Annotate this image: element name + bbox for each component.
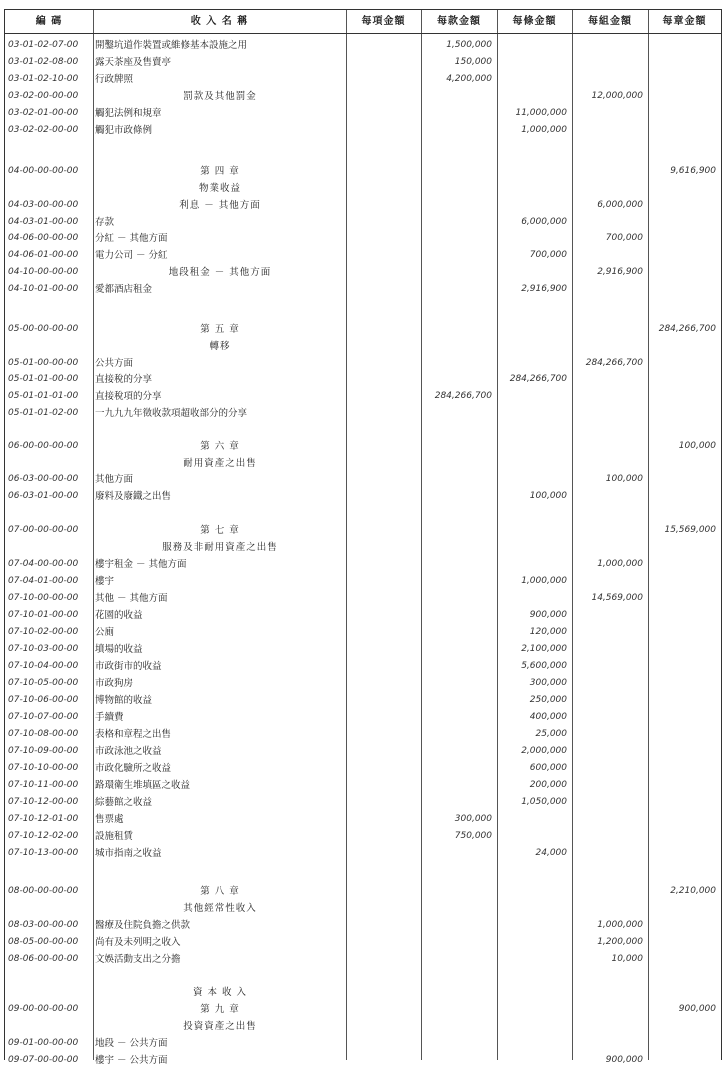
article-amount: 100,000 [529, 491, 567, 501]
group-amount: 100,000 [605, 474, 643, 484]
row-description: 分紅 － 其他方面 [95, 233, 168, 244]
article-amount: 900,000 [529, 610, 567, 620]
row-code: 07-10-09-00-00 [8, 746, 79, 756]
row-code: 03-02-00-00-00 [8, 91, 79, 101]
table-row [5, 934, 721, 951]
table-row [5, 180, 721, 197]
row-code: 05-01-00-00-00 [8, 358, 79, 368]
row-code: 07-10-13-00-00 [8, 848, 79, 858]
row-description: 公廁 [95, 627, 115, 638]
row-description: 行政牌照 [95, 74, 134, 85]
row-code: 09-01-00-00-00 [8, 1038, 79, 1048]
row-description: 電力公司 － 分紅 [95, 250, 168, 261]
table-row [5, 709, 721, 726]
row-description: 開鑿坑道作裝置或維修基本設施之用 [95, 40, 248, 51]
table-row [5, 338, 721, 355]
table-row [5, 88, 721, 105]
article-amount: 2,000,000 [521, 746, 567, 756]
row-code: 03-02-01-00-00 [8, 108, 79, 118]
row-description: 樓宇租金 － 其他方面 [95, 559, 187, 570]
chapter-amount: 284,266,700 [658, 324, 716, 334]
row-code: 03-02-02-00-00 [8, 125, 79, 135]
row-description: 利息 － 其他方面 [179, 200, 261, 211]
article-amount: 5,600,000 [521, 661, 567, 671]
table-row [5, 845, 721, 862]
row-code: 07-10-02-00-00 [8, 627, 79, 637]
table-row [5, 281, 721, 298]
table-row [5, 54, 721, 71]
section-amount: 150,000 [454, 57, 492, 67]
article-amount: 2,916,900 [521, 284, 567, 294]
row-description: 路環衛生堆填區之收益 [95, 780, 191, 791]
table-row [5, 828, 721, 845]
table-row [5, 522, 721, 539]
group-amount: 1,000,000 [597, 559, 643, 569]
table-row [5, 811, 721, 828]
table-row [5, 1052, 721, 1069]
table-row [5, 122, 721, 139]
row-description: 第 六 章 [200, 441, 240, 452]
table-row [5, 371, 721, 388]
row-description: 市政街市的收益 [95, 661, 162, 672]
row-description: 觸犯市政條例 [95, 125, 153, 136]
table-row [5, 726, 721, 743]
row-code: 07-00-00-00-00 [8, 525, 79, 535]
article-amount: 120,000 [529, 627, 567, 637]
row-description: 博物館的收益 [95, 695, 153, 706]
table-row [5, 105, 721, 122]
row-description: 地段 － 公共方面 [95, 1038, 168, 1049]
table-row [5, 214, 721, 231]
section-amount: 284,266,700 [434, 391, 492, 401]
article-amount: 24,000 [535, 848, 567, 858]
chapter-amount: 900,000 [678, 1004, 716, 1014]
table-row [5, 1001, 721, 1018]
row-code: 03-01-02-07-00 [8, 40, 79, 50]
row-description: 樓宇 － 公共方面 [95, 1055, 168, 1066]
row-code: 07-10-07-00-00 [8, 712, 79, 722]
row-code: 07-10-00-00-00 [8, 593, 79, 603]
row-code: 04-03-01-00-00 [8, 217, 79, 227]
table-row [5, 405, 721, 422]
group-amount: 1,200,000 [597, 937, 643, 947]
chapter-amount: 15,569,000 [664, 525, 716, 535]
row-code: 07-10-06-00-00 [8, 695, 79, 705]
row-code: 04-10-01-00-00 [8, 284, 79, 294]
row-description: 樓宇 [95, 576, 115, 587]
header-chapter-amount: 每章金額 [662, 16, 707, 27]
article-amount: 300,000 [529, 678, 567, 688]
section-amount: 750,000 [454, 831, 492, 841]
row-description: 其他 － 其他方面 [95, 593, 168, 604]
table-row [5, 355, 721, 372]
table-row [5, 455, 721, 472]
table-row [5, 488, 721, 505]
row-description: 設施租賃 [95, 831, 134, 842]
article-amount: 1,000,000 [521, 576, 567, 586]
table-row [5, 590, 721, 607]
article-amount: 2,100,000 [521, 644, 567, 654]
header-description: 收 入 名 稱 [190, 16, 249, 27]
row-description: 手續費 [95, 712, 124, 723]
group-amount: 12,000,000 [591, 91, 643, 101]
row-code: 07-10-05-00-00 [8, 678, 79, 688]
row-description: 愛都酒店租金 [95, 284, 153, 295]
table-row [5, 984, 721, 1001]
table-row [5, 247, 721, 264]
row-description: 地段租金 － 其他方面 [168, 267, 272, 278]
row-code: 07-10-11-00-00 [8, 780, 79, 790]
row-description: 露天茶座及售賣亭 [95, 57, 172, 68]
row-code: 04-03-00-00-00 [8, 200, 79, 210]
row-description: 轉移 [209, 341, 231, 352]
table-row [5, 951, 721, 968]
group-amount: 2,916,900 [597, 267, 643, 277]
table-row [5, 1035, 721, 1052]
table-row [5, 471, 721, 488]
table-row [5, 556, 721, 573]
article-amount: 11,000,000 [515, 108, 567, 118]
row-description: 服務及非耐用資產之出售 [162, 542, 278, 553]
row-code: 08-03-00-00-00 [8, 920, 79, 930]
table-row [5, 624, 721, 641]
table-row [5, 37, 721, 54]
article-amount: 6,000,000 [521, 217, 567, 227]
row-code: 03-01-02-10-00 [8, 74, 79, 84]
row-code: 05-01-01-00-00 [8, 374, 79, 384]
row-code: 04-00-00-00-00 [8, 166, 79, 176]
row-description: 其他方面 [95, 474, 134, 485]
table-row [5, 321, 721, 338]
row-description: 市政化驗所之收益 [95, 763, 172, 774]
row-code: 08-00-00-00-00 [8, 886, 79, 896]
table-row [5, 692, 721, 709]
row-description: 耐用資產之出售 [183, 458, 257, 469]
row-code: 07-04-01-00-00 [8, 576, 79, 586]
row-description: 表格和章程之出售 [95, 729, 172, 740]
section-amount: 1,500,000 [446, 40, 492, 50]
article-amount: 400,000 [529, 712, 567, 722]
row-description: 第 五 章 [200, 324, 240, 335]
row-description: 市政狗房 [95, 678, 134, 689]
row-code: 06-00-00-00-00 [8, 441, 79, 451]
header-code: 編 碼 [35, 16, 63, 27]
article-amount: 25,000 [535, 729, 567, 739]
table-header [5, 10, 721, 34]
table-row [5, 607, 721, 624]
table-row [5, 777, 721, 794]
row-code: 07-10-01-00-00 [8, 610, 79, 620]
group-amount: 14,569,000 [591, 593, 643, 603]
row-code: 05-00-00-00-00 [8, 324, 79, 334]
row-code: 07-10-12-00-00 [8, 797, 79, 807]
article-amount: 200,000 [529, 780, 567, 790]
table-row [5, 163, 721, 180]
group-amount: 900,000 [605, 1055, 643, 1065]
row-code: 06-03-00-00-00 [8, 474, 79, 484]
table-row [5, 760, 721, 777]
row-description: 花園的收益 [95, 610, 143, 621]
row-code: 06-03-01-00-00 [8, 491, 79, 501]
row-description: 第 四 章 [200, 166, 240, 177]
row-description: 第 九 章 [200, 1004, 240, 1015]
table-row [5, 573, 721, 590]
table-row [5, 1018, 721, 1035]
chapter-amount: 2,210,000 [670, 886, 716, 896]
row-code: 05-01-01-02-00 [8, 408, 79, 418]
row-code: 04-10-00-00-00 [8, 267, 79, 277]
table-row [5, 641, 721, 658]
revenue-table [4, 9, 722, 1066]
row-code: 07-10-12-02-00 [8, 831, 79, 841]
row-description: 文娛活動支出之分擔 [95, 954, 181, 965]
table-row [5, 230, 721, 247]
row-description: 第 八 章 [200, 886, 240, 897]
row-description: 公共方面 [95, 358, 134, 369]
row-description: 售票處 [95, 814, 124, 825]
table-row [5, 794, 721, 811]
table-row [5, 264, 721, 281]
row-code: 09-00-00-00-00 [8, 1004, 79, 1014]
row-description: 其他經常性收入 [183, 903, 257, 914]
row-description: 城市指南之收益 [95, 848, 162, 859]
row-code: 07-04-00-00-00 [8, 559, 79, 569]
row-description: 第 七 章 [200, 525, 240, 536]
row-description: 資 本 收 入 [192, 987, 248, 998]
row-description: 廢料及廢鐵之出售 [95, 491, 172, 502]
article-amount: 1,050,000 [521, 797, 567, 807]
article-amount: 250,000 [529, 695, 567, 705]
header-group-amount: 每組金額 [588, 16, 632, 27]
table-row [5, 197, 721, 214]
header-article-amount: 每條金額 [512, 16, 557, 27]
table-row [5, 917, 721, 934]
group-amount: 10,000 [611, 954, 643, 964]
row-code: 07-10-12-01-00 [8, 814, 79, 824]
row-description: 尚有及未列明之收入 [95, 937, 181, 948]
row-code: 08-06-00-00-00 [8, 954, 79, 964]
table-row [5, 743, 721, 760]
header-item-amount: 每項金額 [361, 16, 406, 27]
table-row [5, 539, 721, 556]
article-amount: 700,000 [529, 250, 567, 260]
row-code: 09-07-00-00-00 [8, 1055, 79, 1065]
row-description: 物業收益 [198, 183, 241, 194]
row-description: 市政泳池之收益 [95, 746, 162, 757]
row-description: 墳場的收益 [95, 644, 143, 655]
chapter-amount: 100,000 [678, 441, 716, 451]
table-row [5, 658, 721, 675]
article-amount: 1,000,000 [521, 125, 567, 135]
table-row [5, 388, 721, 405]
chapter-amount: 9,616,900 [670, 166, 716, 176]
group-amount: 284,266,700 [585, 358, 643, 368]
row-code: 07-10-08-00-00 [8, 729, 79, 739]
article-amount: 284,266,700 [509, 374, 567, 384]
row-code: 07-10-04-00-00 [8, 661, 79, 671]
row-code: 04-06-01-00-00 [8, 250, 79, 260]
row-code: 05-01-01-01-00 [8, 391, 79, 401]
section-amount: 4,200,000 [446, 74, 492, 84]
row-code: 07-10-03-00-00 [8, 644, 79, 654]
group-amount: 1,000,000 [597, 920, 643, 930]
row-code: 03-01-02-08-00 [8, 57, 79, 67]
table-row [5, 71, 721, 88]
row-description: 綜藝館之收益 [95, 797, 153, 808]
row-code: 04-06-00-00-00 [8, 233, 79, 243]
row-description: 觸犯法例和規章 [95, 108, 162, 119]
row-description: 存款 [95, 217, 115, 228]
row-description: 直接稅的分享 [95, 374, 153, 385]
row-code: 07-10-10-00-00 [8, 763, 79, 773]
row-code: 08-05-00-00-00 [8, 937, 79, 947]
row-description: 一九九九年徵收款項超收部分的分享 [95, 408, 248, 419]
row-description: 直接稅項的分享 [95, 391, 162, 402]
row-description: 罰款及其他罰金 [183, 91, 257, 102]
section-amount: 300,000 [454, 814, 492, 824]
table-row [5, 438, 721, 455]
table-row [5, 900, 721, 917]
group-amount: 6,000,000 [597, 200, 643, 210]
row-description: 投資資產之出售 [183, 1021, 257, 1032]
row-description: 醫療及住院負擔之供款 [95, 920, 191, 931]
table-row [5, 883, 721, 900]
article-amount: 600,000 [529, 763, 567, 773]
header-section-amount: 每款金額 [437, 16, 481, 27]
group-amount: 700,000 [605, 233, 643, 243]
table-row [5, 675, 721, 692]
